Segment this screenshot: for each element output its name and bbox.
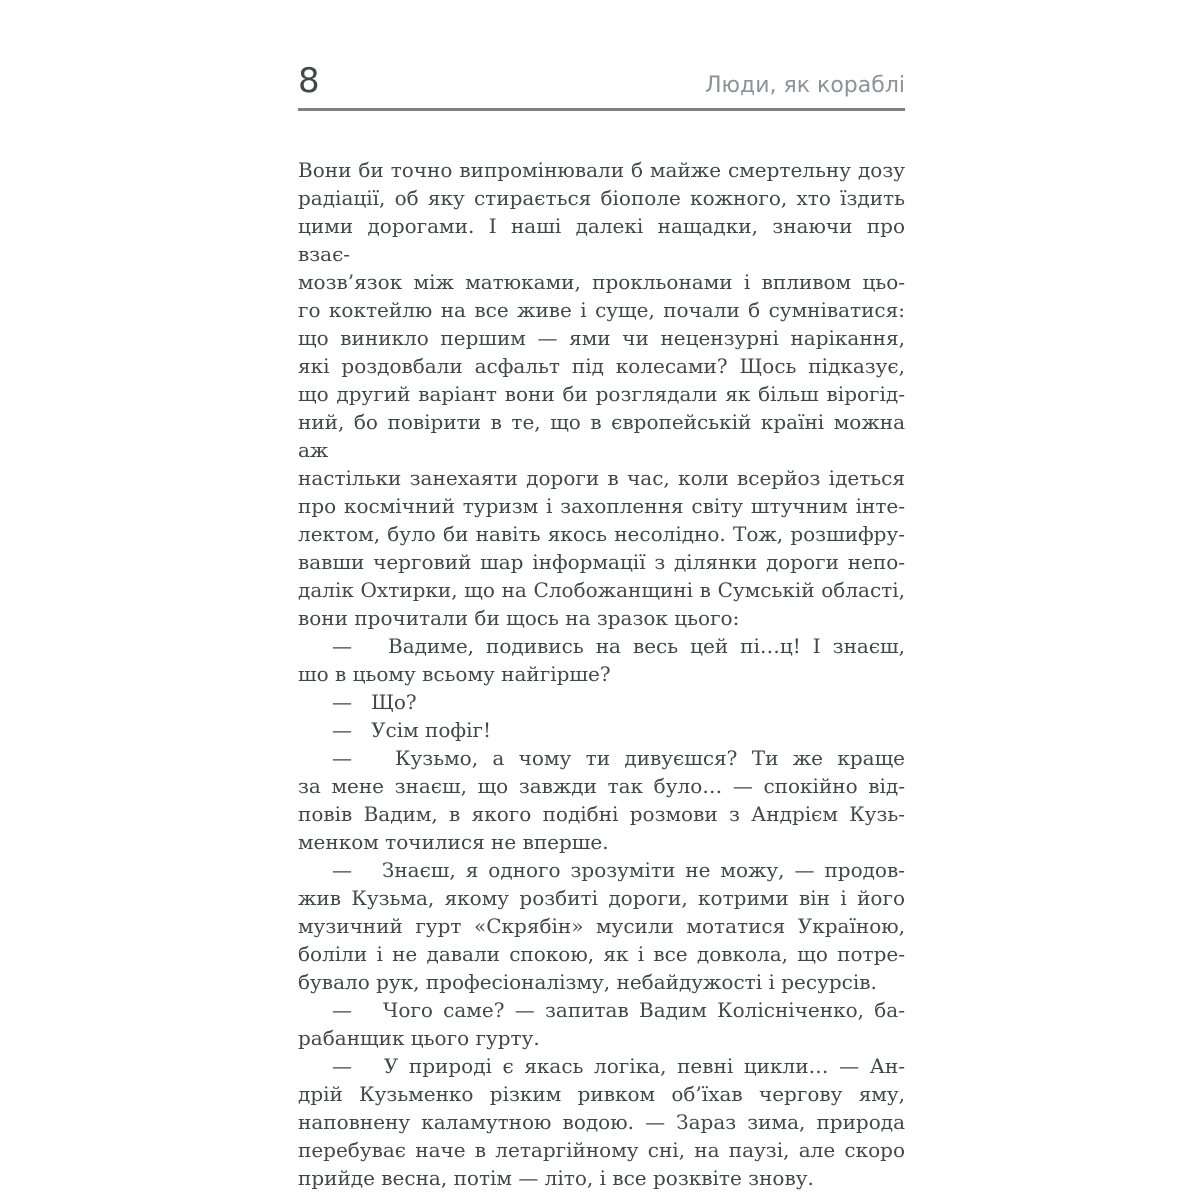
paragraph (298, 716, 905, 744)
text-line: жив Кузьма, якому розбиті дороги, котрими він і його (298, 886, 905, 910)
text-line: про космічний туризм і захоплення світу штучним інте- (298, 494, 905, 518)
text-line: прийде весна, потім — літо, і все розквіте знову. (298, 1166, 814, 1190)
text-line: настільки занехаяти дороги в час, коли всерйоз ідеться (298, 466, 905, 490)
paragraph (298, 688, 905, 716)
book-page (298, 61, 905, 1192)
page-number: 8 (298, 61, 320, 101)
text-line: — Чого саме? — запитав Вадим Колісніченко, ба- (332, 998, 905, 1022)
text-line: — Кузьмо, а чому ти дивуєшся? Ти же краще (332, 746, 905, 770)
text-line: ний, бо повірити в те, що в європейській країні можна аж (298, 410, 905, 462)
text-line: мозв’язок між матюками, прокльонами і впливом цьо- (298, 270, 905, 294)
text-line: шо в цьому всьому найгірше? (298, 662, 611, 686)
text-line: рабанщик цього гурту. (298, 1026, 540, 1050)
text-line: боліли і не давали спокою, як і все довкола, що потре- (298, 942, 905, 966)
text-line: — Вадиме, подивись на весь цей пі…ц! І знаєш, (332, 634, 905, 658)
running-title: Люди, як кораблі (704, 73, 905, 98)
text-line: го коктейлю на все живе і суще, почали б сумніватися: (298, 298, 905, 322)
text-line: — Що? (332, 690, 417, 714)
paragraph (298, 744, 905, 856)
text-line: вавши черговий шар інформації з ділянки дороги непо- (298, 550, 905, 574)
text-line: — Знаєш, я одного зрозуміти не можу, — продов- (332, 858, 905, 882)
text-line: цими дорогами. І наші далекі нащадки, знаючи про взає- (298, 214, 905, 266)
paragraph (298, 632, 905, 688)
paragraph (298, 856, 905, 996)
text-line: за мене знаєш, що завжди так було… — спокійно від- (298, 774, 905, 798)
text-line: — Усім пофіг! (332, 718, 491, 742)
text-line: менком точилися не вперше. (298, 830, 609, 854)
text-line: які роздовбали асфальт під колесами? Щось підказує, (298, 354, 905, 378)
text-line: наповнену каламутною водою. — Зараз зима, природа (298, 1110, 905, 1134)
paragraph (298, 1052, 905, 1192)
text-line: повів Вадим, в якого подібні розмови з Андрієм Кузь- (298, 802, 905, 826)
text-line: вони прочитали би щось на зразок цього: (298, 606, 740, 630)
text-column (298, 156, 905, 1192)
text-line: далік Охтирки, що на Слобожанщині в Сумській області, (298, 578, 905, 602)
text-line: Вони би точно випромінювали б майже смертельну дозу (298, 158, 905, 182)
paragraph (298, 996, 905, 1052)
text-line: перебуває наче в летаргійному сні, на паузі, але скоро (298, 1138, 905, 1162)
text-line: — У природі є якась логіка, певні цикли… — Ан- (332, 1054, 905, 1078)
header-rule (298, 108, 905, 111)
text-line: що виникло першим — ями чи нецензурні нарікання, (298, 326, 905, 350)
text-line: музичний гурт «Скрябін» мусили мотатися Україною, (298, 914, 905, 938)
page-header (298, 61, 905, 101)
text-line: бувало рук, професіоналізму, небайдужості і ресурсів. (298, 970, 877, 994)
paragraph (298, 156, 905, 632)
text-line: лектом, було би навіть якось несолідно. Тож, розшифру- (298, 522, 905, 546)
text-line: радіації, об яку стирається біополе кожного, хто їздить (298, 186, 905, 210)
text-line: що другий варіант вони би розглядали як більш вірогід- (298, 382, 905, 406)
text-line: дрій Кузьменко різким ривком об’їхав чергову яму, (298, 1082, 905, 1106)
